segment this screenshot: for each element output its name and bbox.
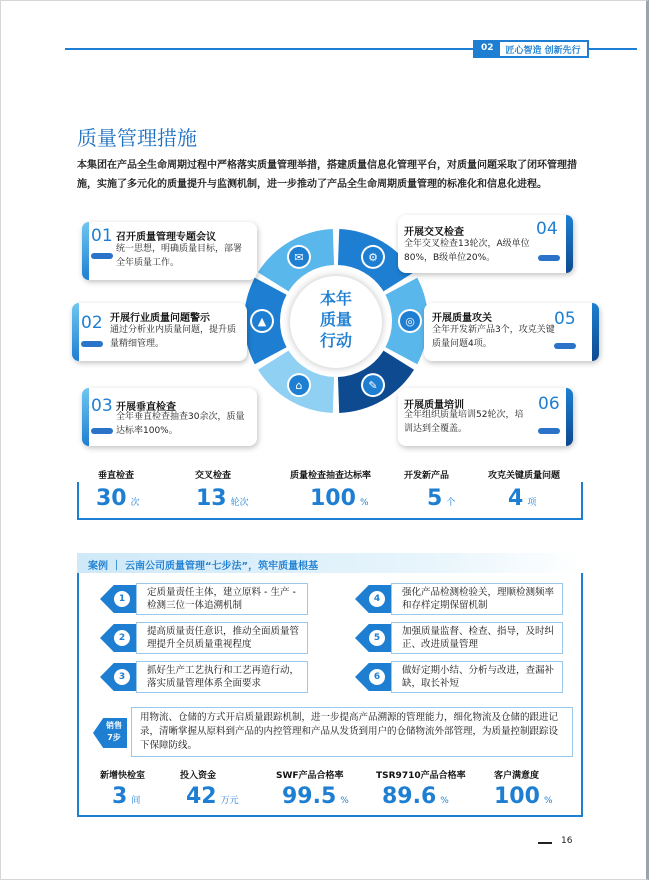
icon-glyph: ⌂ bbox=[295, 379, 303, 393]
measure-bar bbox=[554, 343, 576, 349]
measure-bar bbox=[81, 341, 103, 347]
step-text: 强化产品检测检验关，理顺检测频率和存样定期保留机制 bbox=[391, 583, 563, 615]
stat-label: SWF产品合格率 bbox=[276, 771, 344, 781]
stat-label: 投入资金 bbox=[180, 771, 217, 781]
measure-card-03 bbox=[82, 388, 257, 446]
gear-icon bbox=[361, 245, 385, 269]
measure-card-05 bbox=[424, 303, 599, 361]
measure-desc: 全年交叉检查13轮次，A级单位80%，B级单位20%。 bbox=[404, 239, 530, 263]
sales-step-text: 用物流、仓储的方式开启质量跟踪机制，进一步提高产品溯源的管理能力，细化物流及仓储的跟进记录，清晰掌握从原料到产品的内控管理和产品从发货到用户的仓储物流外部管理，为质量控制跟踪设下保障防线。 bbox=[131, 707, 573, 757]
measure-title: 开展行业质量问题警示 bbox=[110, 313, 210, 324]
measure-number: 04 bbox=[536, 219, 558, 239]
page-title: 质量管理措施 bbox=[77, 126, 197, 150]
measure-desc: 全年垂直检查抽查30余次，质量达标率100%。 bbox=[116, 412, 245, 436]
step-text: 做好定期小结、分析与改进，查漏补缺，取长补短 bbox=[391, 661, 563, 693]
icon-glyph: ◎ bbox=[405, 315, 415, 328]
measure-desc: 通过分析业内质量问题，提升质量精细管理。 bbox=[110, 325, 237, 349]
stat-value: 13 轮次 bbox=[196, 486, 249, 511]
stat-value: 100 % bbox=[494, 784, 553, 809]
step-text: 抓好生产工艺执行和工艺再造行动，落实质量管理体系全面要求 bbox=[136, 661, 308, 693]
measure-number: 06 bbox=[538, 394, 560, 414]
stat-label: 客户满意度 bbox=[494, 771, 540, 781]
measure-bar bbox=[538, 428, 560, 434]
step-number: 2 bbox=[114, 630, 130, 646]
case-title: 案例 ｜ 云南公司质量管理“七步法”，筑牢质量根基 bbox=[88, 561, 319, 572]
stat-label: 垂直检查 bbox=[98, 471, 135, 481]
section-number: 02 bbox=[475, 42, 500, 56]
measure-desc: 全年开发新产品3个，攻克关键质量问题4项。 bbox=[432, 325, 555, 349]
section-tag bbox=[473, 40, 589, 58]
page-number-dash bbox=[538, 842, 552, 844]
target-icon bbox=[398, 309, 422, 333]
measure-title: 召开质量管理专题会议 bbox=[116, 232, 216, 243]
stat-value: 30 次 bbox=[96, 486, 140, 511]
measure-bar bbox=[91, 428, 113, 434]
measure-bar bbox=[538, 255, 560, 261]
measure-desc: 全年组织质量培训52轮次，培训达到全覆盖。 bbox=[404, 410, 524, 434]
measure-card-04 bbox=[398, 215, 573, 273]
measure-card-06 bbox=[398, 388, 573, 446]
home-icon bbox=[287, 373, 311, 397]
measure-title: 开展质量培训 bbox=[404, 400, 464, 411]
measure-title: 开展质量攻关 bbox=[432, 313, 492, 324]
measure-number: 02 bbox=[81, 313, 103, 333]
step-text: 提高质量责任意识，推动全面质量管理提升全员质量重视程度 bbox=[136, 622, 308, 654]
measure-bar bbox=[91, 253, 113, 259]
measure-title: 开展垂直检查 bbox=[116, 402, 176, 413]
stat-value: 3 间 bbox=[112, 784, 141, 809]
sales-step-label-line: 销售 bbox=[106, 721, 122, 730]
stat-label: 新增快检室 bbox=[100, 771, 146, 781]
stat-value: 5 个 bbox=[427, 486, 456, 511]
wheel-text-line: 行动 bbox=[319, 331, 352, 350]
measure-number: 05 bbox=[554, 309, 576, 329]
intro-paragraph: 本集团在产品全生命周期过程中严格落实质量管理举措，搭建质量信息化管理平台，对质量问题采取了闭环管理措施，实施了多元化的质量提升与监测机制，进一步推动了产品全生命周期质量管理的标准化和信息化进程。 bbox=[77, 160, 577, 190]
measure-number: 01 bbox=[91, 226, 113, 246]
measure-number: 03 bbox=[91, 396, 113, 416]
step-text: 加强质量监督、检查、指导，及时纠正、改进质量管理 bbox=[391, 622, 563, 654]
stat-label: 质量检查抽查达标率 bbox=[290, 471, 372, 481]
stat-label: 攻克关键质量问题 bbox=[488, 471, 561, 481]
wheel-center-text bbox=[290, 288, 382, 351]
wheel-text-line: 本年 bbox=[319, 289, 352, 308]
stat-value: 4 项 bbox=[508, 486, 537, 511]
measure-card-02 bbox=[72, 303, 247, 361]
sales-step-label-line: 7步 bbox=[107, 733, 121, 742]
measure-desc: 统一思想，明确质量目标，部署全年质量工作。 bbox=[116, 244, 243, 268]
icon-glyph: ▲ bbox=[257, 315, 267, 328]
stat-value: 100 % bbox=[310, 486, 369, 511]
stat-label: 开发新产品 bbox=[404, 471, 450, 481]
document-edit-icon bbox=[361, 373, 385, 397]
step-number: 5 bbox=[369, 630, 385, 646]
stat-value: 99.5 % bbox=[282, 784, 349, 809]
sales-step-label bbox=[99, 720, 129, 744]
mail-icon bbox=[287, 245, 311, 269]
stat-value: 89.6 % bbox=[382, 784, 449, 809]
chart-growth-icon bbox=[250, 309, 274, 333]
measure-card-01 bbox=[82, 222, 257, 280]
page-number: 16 bbox=[561, 836, 573, 846]
icon-glyph: ✉ bbox=[294, 250, 304, 264]
wheel-text-line: 质量 bbox=[319, 310, 352, 329]
step-number: 6 bbox=[369, 669, 385, 685]
stat-label: 交叉检查 bbox=[195, 471, 232, 481]
stat-value: 42 万元 bbox=[186, 784, 239, 809]
stat-label: TSR9710产品合格率 bbox=[376, 771, 466, 781]
step-text: 定质量责任主体，建立原料 - 生产 - 检测三位一体追溯机制 bbox=[136, 583, 308, 615]
step-number: 1 bbox=[114, 591, 130, 607]
section-title: 匠心智造 创新先行 bbox=[505, 46, 581, 56]
icon-glyph: ✎ bbox=[368, 379, 378, 393]
icon-glyph: ⚙ bbox=[368, 250, 378, 264]
measure-title: 开展交叉检查 bbox=[404, 227, 464, 238]
step-number: 4 bbox=[369, 591, 385, 607]
step-number: 3 bbox=[114, 669, 130, 685]
